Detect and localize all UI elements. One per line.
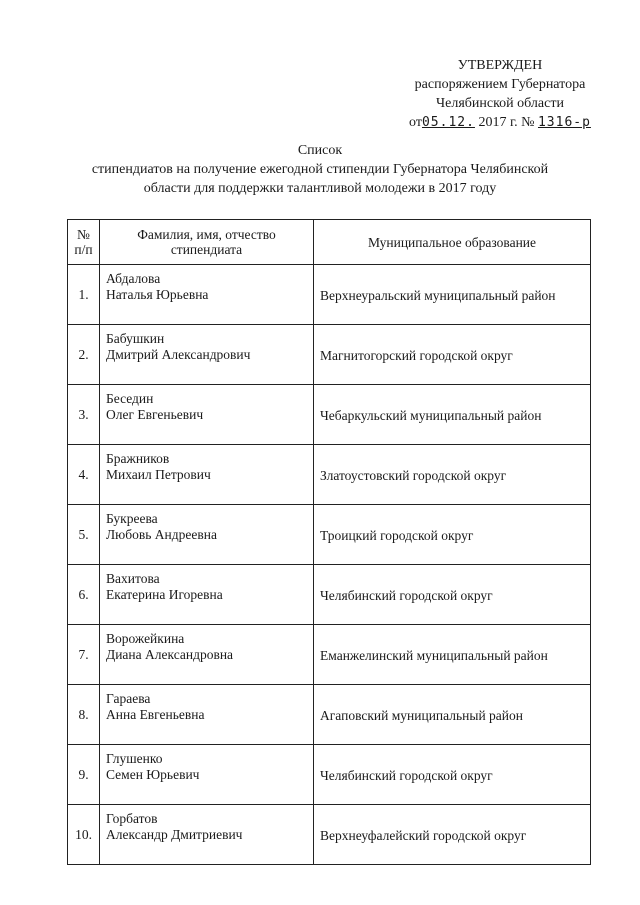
approval-authority: распоряжением Губернатора bbox=[414, 77, 586, 92]
row-number: 1. bbox=[68, 265, 100, 325]
date-value: 05.12. bbox=[421, 115, 475, 130]
title-subtitle-line1: стипендиатов на получение ежегодной стипендии Губернатора Челябинской bbox=[91, 162, 549, 177]
scholar-given-names: Семен Юрьевич bbox=[106, 767, 200, 782]
municipality: Челябинский городской округ bbox=[314, 565, 591, 625]
municipality: Верхнеуфалейский городской округ bbox=[314, 805, 591, 865]
scholar-surname: Вахитова bbox=[106, 571, 160, 586]
row-number: 4. bbox=[68, 445, 100, 505]
scholar-surname: Абдалова bbox=[106, 271, 161, 286]
scholar-given-names: Диана Александровна bbox=[106, 647, 234, 662]
scholar-given-names: Наталья Юрьевна bbox=[106, 287, 209, 302]
scholar-given-names: Екатерина Игоревна bbox=[106, 587, 223, 602]
scholar-name bbox=[100, 265, 314, 325]
row-number: 7. bbox=[68, 625, 100, 685]
municipality: Чебаркульский муниципальный район bbox=[314, 385, 591, 445]
header-number-line1: № bbox=[77, 227, 90, 242]
title-subtitle-line2: области для поддержки талантливой молодежи в 2017 году bbox=[143, 181, 497, 196]
title-main: Список bbox=[297, 143, 343, 158]
scholar-surname: Ворожейкина bbox=[106, 631, 185, 646]
scholar-surname: Гараева bbox=[106, 691, 151, 706]
table-row bbox=[68, 505, 591, 565]
municipality: Еманжелинский муниципальный район bbox=[314, 625, 591, 685]
scholar-given-names: Дмитрий Александрович bbox=[106, 347, 251, 362]
scholar-name bbox=[100, 685, 314, 745]
municipality: Челябинский городской округ bbox=[314, 745, 591, 805]
scholar-name bbox=[100, 505, 314, 565]
header-name-line2: стипендиата bbox=[170, 242, 243, 257]
header-number-line2: п/п bbox=[74, 242, 93, 257]
scholar-name bbox=[100, 625, 314, 685]
scholar-surname: Беседин bbox=[106, 391, 154, 406]
scholar-surname: Букреева bbox=[106, 511, 158, 526]
table-header-row bbox=[68, 220, 591, 265]
table-row bbox=[68, 265, 591, 325]
table-row bbox=[68, 385, 591, 445]
approval-stamp bbox=[390, 56, 610, 132]
municipality: Верхнеуральский муниципальный район bbox=[314, 265, 591, 325]
header-municipality: Муниципальное образование bbox=[314, 220, 591, 265]
scholar-given-names: Олег Евгеньевич bbox=[106, 407, 204, 422]
scholar-name bbox=[100, 745, 314, 805]
approval-date-line bbox=[390, 113, 610, 132]
scholar-given-names: Анна Евгеньевна bbox=[106, 707, 205, 722]
header-name bbox=[100, 220, 314, 265]
scholar-given-names: Михаил Петрович bbox=[106, 467, 211, 482]
row-number: 5. bbox=[68, 505, 100, 565]
scholar-given-names: Любовь Андреевна bbox=[106, 527, 217, 542]
scholar-surname: Глушенко bbox=[106, 751, 163, 766]
scholar-name bbox=[100, 445, 314, 505]
date-prefix: от bbox=[409, 115, 422, 130]
row-number: 3. bbox=[68, 385, 100, 445]
scholar-name bbox=[100, 385, 314, 445]
scholar-surname: Бабушкин bbox=[106, 331, 165, 346]
scholar-name bbox=[100, 805, 314, 865]
row-number: 10. bbox=[68, 805, 100, 865]
header-name-line1: Фамилия, имя, отчество bbox=[137, 227, 276, 242]
table-row bbox=[68, 565, 591, 625]
table-row bbox=[68, 325, 591, 385]
table-row bbox=[68, 625, 591, 685]
date-year: 2017 г. № bbox=[478, 115, 535, 130]
scholar-name bbox=[100, 565, 314, 625]
approval-heading: УТВЕРЖДЕН bbox=[457, 58, 543, 73]
row-number: 6. bbox=[68, 565, 100, 625]
document-title bbox=[60, 141, 580, 198]
scholar-surname: Горбатов bbox=[106, 811, 158, 826]
table-row bbox=[68, 805, 591, 865]
row-number: 2. bbox=[68, 325, 100, 385]
municipality: Златоустовский городской округ bbox=[314, 445, 591, 505]
row-number: 8. bbox=[68, 685, 100, 745]
table-row bbox=[68, 445, 591, 505]
row-number: 9. bbox=[68, 745, 100, 805]
scholar-name bbox=[100, 325, 314, 385]
municipality: Троицкий городской округ bbox=[314, 505, 591, 565]
approval-region: Челябинской области bbox=[436, 96, 564, 111]
order-number: 1316-р bbox=[537, 115, 591, 130]
municipality: Агаповский муниципальный район bbox=[314, 685, 591, 745]
scholar-surname: Бражников bbox=[106, 451, 170, 466]
scholars-table bbox=[67, 219, 591, 865]
municipality: Магнитогорский городской округ bbox=[314, 325, 591, 385]
table-row bbox=[68, 745, 591, 805]
header-number bbox=[68, 220, 100, 265]
table-row bbox=[68, 685, 591, 745]
scholar-given-names: Александр Дмитриевич bbox=[106, 827, 243, 842]
